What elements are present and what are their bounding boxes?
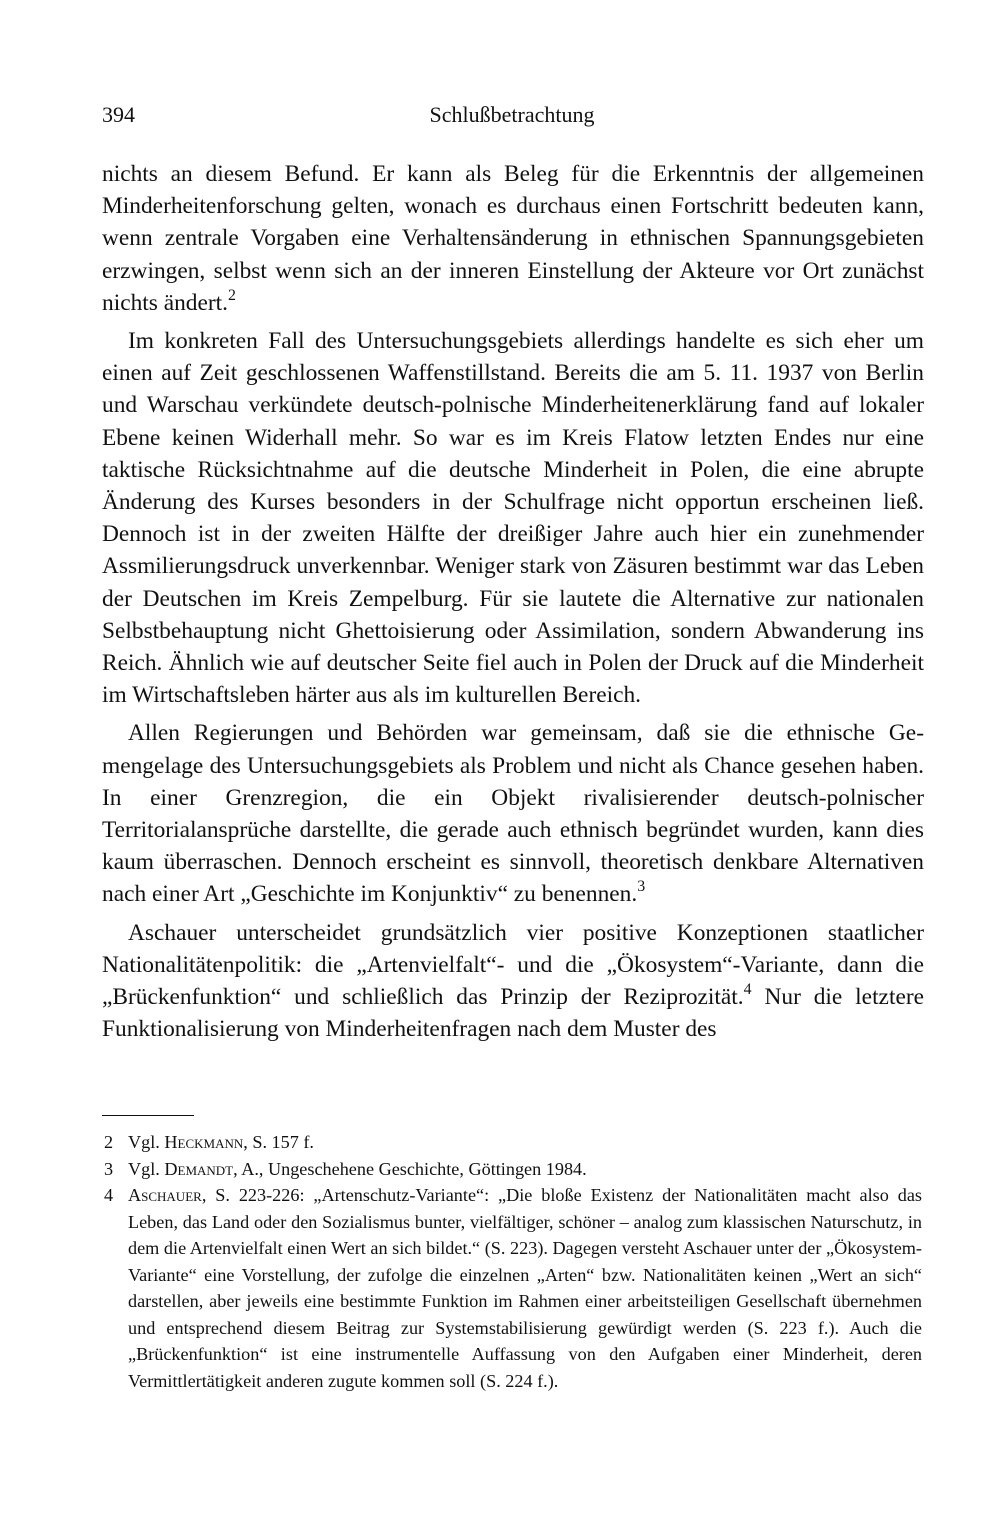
footnote [102, 1182, 922, 1394]
footnote-number: 2 [104, 1132, 114, 1152]
paragraph-1-text: nichts an diesem Befund. Er kann als Beleg für die Erkenntnis der allgemeinen Minderheitenforschung gelten, wonach es durchaus einen Fortschritt bedeuten kann, wenn zentrale Vorgaben eine Verhaltensänderung in ethnischen Spannungsgebieten erzwingen, selbst wenn sich an der inneren Einstellung der Akteure vor Ort zunächst nichts ändert. [102, 161, 924, 316]
footnote-prefix: Vgl. [128, 1158, 165, 1179]
paragraph-3-text: Allen Regierungen und Behörden war gemeinsam, daß sie die ethnische Gemengelage des Untersuchungsgebiets als Problem und nicht als Chance gesehen haben. In einer Grenzregion, die ein Objekt rivalisierender deutsch-polnischer Territorialansprüche darstellte, die gerade auch ethnisch begründet wurden, kann dies kaum überraschen. Dennoch erscheint es sinnvoll, theoretisch denkbare Alternativen nach einer Art „Geschichte im Konjunktiv“ zu benennen. [102, 720, 924, 908]
footnote-text: , S. 157 f. [243, 1132, 314, 1152]
running-head [102, 102, 922, 132]
paragraph-3 [102, 717, 924, 910]
footnote-separator [102, 1115, 194, 1116]
paragraph-2 [102, 325, 924, 711]
paragraph-1 [102, 158, 924, 319]
footnote-author: Heckmann [164, 1132, 244, 1152]
footnote-text: , A., Ungeschehene Geschichte, Göttingen 1984. [233, 1158, 587, 1179]
footnote-ref-4: 4 [743, 981, 752, 999]
paragraph-4 [102, 917, 924, 1046]
footnote-author: Demandt [164, 1158, 234, 1179]
footnotes [102, 1129, 922, 1394]
footnote-ref-3: 3 [637, 878, 646, 896]
footnote-number: 3 [104, 1158, 114, 1179]
running-title: Schlußbetrachtung [429, 102, 595, 127]
footnote-ref-2: 2 [228, 286, 236, 304]
paragraph-4-text-b: Nur die letztere Funktionalisierung von Minderheitenfragen nach dem Muster des [102, 984, 924, 1043]
footnote-prefix: Vgl. [128, 1132, 165, 1152]
page-number: 394 [102, 102, 135, 127]
paragraph-2-text: Im konkreten Fall des Untersuchungsgebiets allerdings handelte es sich eher um einen auf Zeit geschlossenen Waffenstillstand. Bereits die am 5. 11. 1937 von Berlin und Warschau verkündete deutsch-polnische Minderheitenerklärung fand auf lokaler Ebene keinen Widerhall mehr. So war es im Kreis Flatow letzten Endes nur eine taktische Rücksichtnahme auf die deutsche Minderheit in Polen, die eine abrupte Änderung des Kurses besonders in der Schulfrage nicht opportun erscheinen ließ. Dennoch ist in der zweiten Hälfte der dreißiger Jahre auch hier ein zunehmender Assmilierungsdruck unverkennbar. Weniger stark von Zäsuren bestimmt war das Leben der Deutschen im Kreis Zempelburg. Für sie lautete die Alternative zur nationalen Selbstbehauptung nicht Ghettoisierung oder Assimilation, sondern Abwanderung ins Reich. Ähnlich wie auf deutscher Seite fiel auch in Polen der Druck auf die Minderheit im Wirtschaftsleben härter aus als im kulturellen Bereich. [102, 328, 924, 709]
paragraph-4-text-a: Aschauer unterscheidet grundsätzlich vier positive Konzeptionen staatlicher Nationalitätenpolitik: die „Artenvielfalt“- und die „Ökosystem“-Variante, dann die „Brückenfunktion“ und schließlich das Prinzip der Reziprozität. [102, 919, 924, 1011]
footnote [102, 1156, 922, 1183]
body-text [102, 158, 924, 1045]
footnote-number: 4 [104, 1185, 114, 1205]
footnote-author: Aschauer [128, 1185, 202, 1205]
footnote [102, 1129, 922, 1156]
footnote-text: , S. 223-226: „Artenschutz-Variante“: „Die bloße Existenz der Nationalitäten macht also das Leben, das Land oder den Sozialismus bunter, vielfältiger, schöner – analog zum klassischen Naturschutz, in dem die Artenvielfalt einen Wert an sich bildet.“ (S. 223). Dagegen versteht Aschauer unter der „Ökosystem-Variante“ eine Vorstellung, der zufolge die einzelnen „Arten“ bzw. Nationalitäten keinen „Wert an sich“ darstellen, aber jeweils eine bestimmte Funktion im Rahmen einer arbeitsteiligen Gesellschaft übernehmen und entsprechend diesem Beitrag zur Systemstabilisierung gewürdigt werden (S. 223 f.). Auch die „Brückenfunktion“ ist eine instrumentelle Auffassung von den Aufgaben einer Minderheit, deren Vermittlertätigkeit anderen zugute kommen soll (S. 224 f.). [128, 1185, 922, 1391]
